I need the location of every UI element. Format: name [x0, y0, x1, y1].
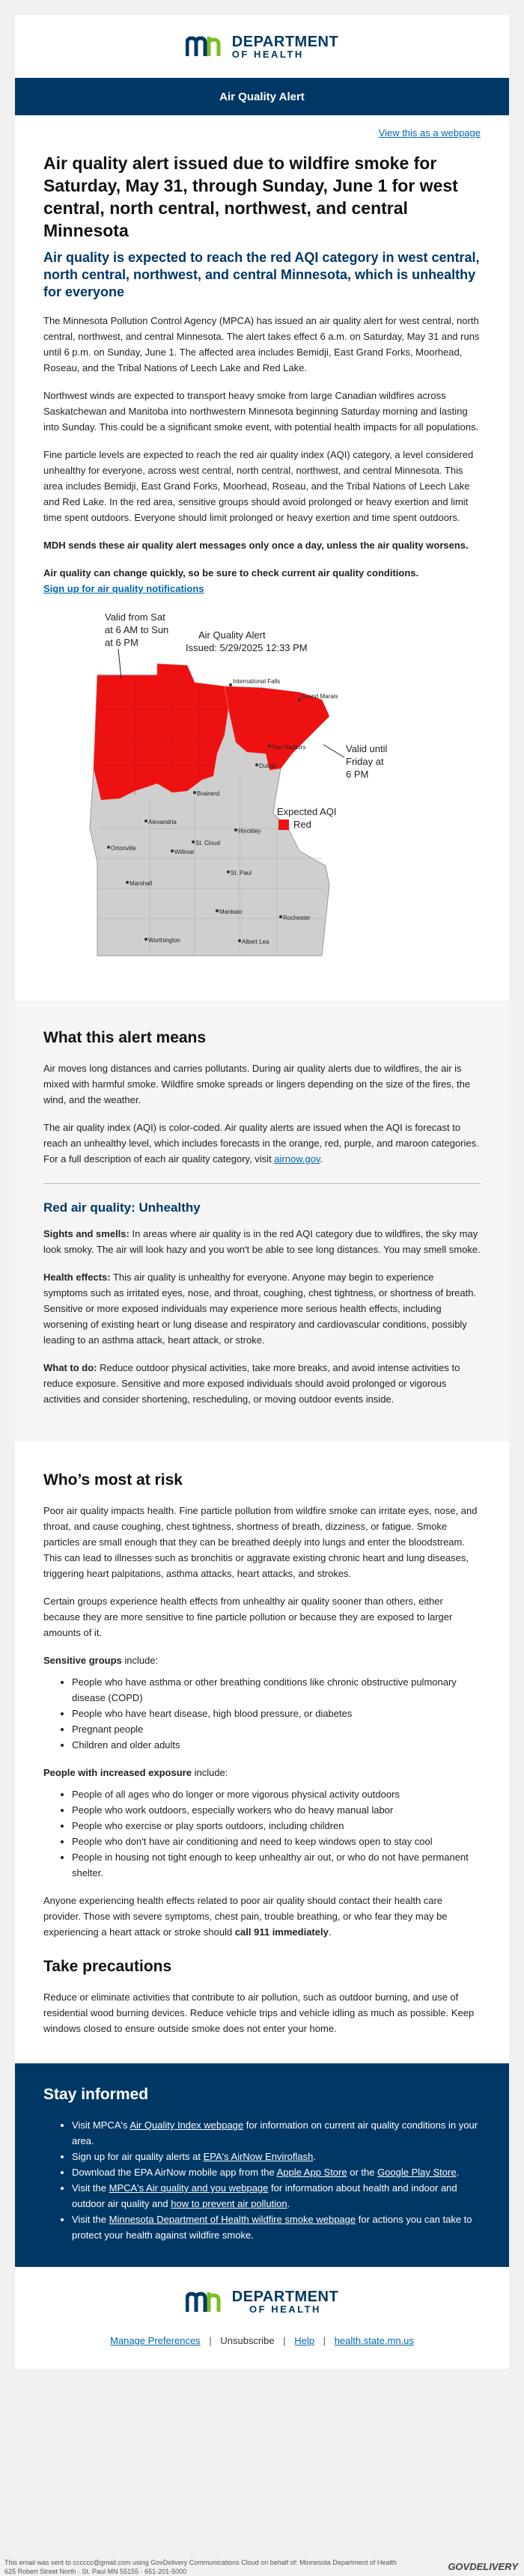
city-label: St. Paul [231, 870, 252, 876]
list-item: • Visit the MPCA's Air quality and you webpage for information about health and indoor and outdoor air quality and how to prevent air pollution. [72, 2180, 481, 2212]
intro-paragraph-2: Northwest winds are expected to transport heavy smoke from large Canadian wildfires across Saskatchewan and Manitoba into northwestern Minnesota beginning Saturday morning and lasting into Sunday. This could be a significant smoke event, with potential health impacts for all populations. [43, 390, 479, 433]
aqi-webpage-link[interactable]: Air Quality Index webpage [130, 2119, 244, 2131]
footer-logo [15, 2289, 509, 2314]
risk-paragraph-3: Anyone experiencing health effects related to poor air quality should contact their health care provider. Those with severe symptoms, chest pain, trouble breathing, or who fear they may be experiencing a heart attack or stroke should [43, 1895, 448, 1938]
govdelivery-logo[interactable]: GOVDELIVERY [448, 2561, 518, 2572]
mdh-logo-icon [186, 2291, 226, 2313]
city-label: Ortonville [111, 845, 136, 852]
intro-paragraph-1: The Minnesota Pollution Control Agency (MPCA) has issued an air quality alert for west central, north central, northwest, and central Minnesota. The alert takes effect 6 a.m. on Saturday, May 31 and runs until 6 p.m. on Sunday, June 1. The affected area includes Bemidji, East Grand Forks, Moorhead, Roseau, and the Tribal Nations of Leech Lake and Red Lake. [43, 315, 480, 373]
health-site-link[interactable]: health.state.mn.us [334, 2335, 414, 2346]
city-label: Mankato [219, 909, 243, 915]
what-alert-means-section [15, 1001, 509, 1441]
valid-until-line2: Friday at [346, 756, 384, 767]
list-item: • People in housing not tight enough to keep unhealthy air out, or who do not have permanent shelter. [72, 1849, 481, 1881]
city-label: Grand Marais [302, 693, 338, 700]
sensitive-suffix: include: [121, 1655, 159, 1666]
valid-until-line3: 6 PM [346, 769, 369, 780]
what-means-title: What this alert means [43, 1029, 207, 1046]
mdh-logo [186, 34, 338, 59]
email-body [15, 15, 509, 2369]
view-webpage-link[interactable]: View this as a webpage [378, 127, 481, 138]
list-item: • People who have asthma or other breathing conditions like chronic obstructive pulmonary disease (COPD) [72, 1674, 481, 1706]
what-means-paragraph-2: The air quality index (AQI) is color-coded. Air quality alerts are issued when the AQI is forecast to reach an unhealthy level, which includes forecasts in the orange, red, purple, and maroon categories. For a full description of each air quality category, visit [43, 1122, 479, 1165]
valid-from-line1: Valid from Sat [105, 611, 165, 623]
list-item: • People who work outdoors, especially workers who do heavy manual labor [72, 1802, 481, 1818]
divider [43, 1183, 481, 1184]
separator: | [283, 2335, 286, 2346]
what-to-do-label: What to do: [43, 1362, 97, 1373]
city-label: Two Harbors [272, 744, 306, 751]
unsubscribe-link[interactable]: Unsubscribe [220, 2335, 275, 2346]
city-label: Marshall [130, 880, 153, 887]
mdh-logo-icon [186, 35, 226, 58]
intro-paragraph-5: Air quality can change quickly, so be sure to check current air quality conditions. [43, 567, 419, 579]
logo-text-line1: DEPARTMENT [231, 2289, 339, 2305]
manage-preferences-link[interactable]: Manage Preferences [110, 2335, 201, 2346]
stay-informed-title: Stay informed [43, 2086, 149, 2103]
health-effects-text: This air quality is unhealthy for everyone. Anyone may begin to experience symptoms such as irritated eyes, nose, and throat, coughing, chest tightness, or shortness of breath. Sensitive or more exposed individuals may experience more serious health effects, including worsening of existing heart or lung disease and respiratory and cardiovascular conditions, possibly leading to an asthma attack, heart attack, or stroke. [43, 1272, 477, 1346]
call-911-text: call 911 immediately [234, 1926, 329, 1938]
email-footer [15, 2267, 509, 2369]
list-item: • People of all ages who do longer or more vigorous physical activity outdoors [72, 1786, 481, 1802]
health-effects-label: Health effects: [43, 1272, 111, 1283]
exposure-suffix: include: [191, 1767, 228, 1778]
legend-red-label: Red [293, 819, 311, 830]
sights-label: Sights and smells: [43, 1228, 130, 1239]
sensitive-groups-list [43, 1674, 481, 1753]
map-title: Air Quality Alert [198, 629, 266, 641]
legend-title: Expected AQI [277, 806, 337, 817]
city-label: Duluth [259, 763, 277, 769]
air-quality-map [75, 604, 449, 978]
enviroflash-link[interactable]: EPA's AirNow Enviroflash [203, 2151, 314, 2162]
logo-text-line1: DEPARTMENT [231, 33, 339, 50]
city-label: Hinckley [238, 828, 261, 834]
red-air-quality-title: Red air quality: Unhealthy [43, 1200, 201, 1215]
punctuation: . [328, 1926, 332, 1938]
sights-text: In areas where air quality is in the red AQI category due to wildfires, the sky may look smoky. The air will look hazy and you won't be able to see long distances. You may smell smoke. [43, 1228, 481, 1255]
govdelivery-sent-to: This email was sent to cccccc@gmail.com using GovDelivery Communications Cloud on behalf of: Minnesota Department of Health [4, 2559, 397, 2566]
precautions-paragraph: Reduce or eliminate activities that contribute to air pollution, such as outdoor burning, and use of residential wood burning devices. Reduce vehicle trips and vehicle idling as much as possible. Keep windows closed to ensure outside smoke does not enter your home. [43, 1991, 475, 2034]
govdelivery-address: 625 Robert Street North · St. Paul MN 55155 · 651-201-5000 [4, 2568, 187, 2575]
intro-paragraph-3: Fine particle levels are expected to reach the red air quality index (AQI) category, a level considered unhealthy for everyone, across west central, north central, northwest, and central Minnesota. This area includes Bemidji, East Grand Forks, Moorhead, Roseau, and the Tribal Nations of Leech Lake and Red Lake. In the red area, sensitive groups should avoid prolonged or heavy exertion and limit time spent outdoors. Everyone should limit prolonged or heavy exertion and time spent outdoors. [43, 449, 474, 523]
logo-text-line2: OF HEALTH [249, 2304, 321, 2315]
legend-red-swatch [278, 820, 289, 830]
city-label: Brainerd [197, 790, 220, 797]
header-logo-area [15, 15, 509, 78]
air-quality-and-you-link[interactable]: MPCA's Air quality and you webpage [109, 2182, 269, 2194]
intro-paragraph-4: MDH sends these air quality alert messages only once a day, unless the air quality worsens. [43, 540, 469, 551]
increased-exposure-list [43, 1786, 481, 1881]
airnow-link[interactable]: airnow.gov [274, 1153, 320, 1165]
what-means-paragraph-1: Air moves long distances and carries pollutants. During air quality alerts due to wildfires, the air is mixed with harmful smoke. Wildfire smoke spreads or lingers depending on the size of the fires, the wind, and the weather. [43, 1063, 471, 1105]
city-label: Alexandria [148, 819, 177, 825]
google-play-store-link[interactable]: Google Play Store [377, 2167, 457, 2178]
list-item: • Pregnant people [72, 1721, 481, 1737]
valid-until-line1: Valid until [346, 743, 388, 754]
help-link[interactable]: Help [294, 2335, 315, 2346]
risk-title: Who’s most at risk [43, 1471, 183, 1489]
list-item: • Children and older adults [72, 1737, 481, 1753]
valid-from-line3: at 6 PM [105, 637, 138, 648]
city-label: St. Cloud [195, 840, 220, 846]
signup-notifications-link[interactable]: Sign up for air quality notifications [43, 583, 204, 594]
alert-banner [15, 78, 509, 115]
precautions-title: Take precautions [43, 1958, 172, 1975]
apple-app-store-link[interactable]: Apple App Store [276, 2167, 347, 2178]
city-label: Rochester [283, 915, 311, 921]
list-item: • People who have heart disease, high blood pressure, or diabetes [72, 1706, 481, 1721]
valid-from-line2: at 6 AM to Sun [105, 624, 169, 635]
govdelivery-footer [0, 2557, 524, 2575]
separator: | [209, 2335, 212, 2346]
what-to-do-text: Reduce outdoor physical activities, take more breaks, and avoid intense activities to reduce exposure. Sensitive and more exposed individuals should avoid prolonged or vigorous activities and consider shortening, rescheduling, or moving outdoor events inside. [43, 1362, 460, 1405]
banner-title: Air Quality Alert [219, 90, 305, 103]
city-label: International Falls [233, 678, 281, 685]
risk-paragraph-1: Poor air quality impacts health. Fine particle pollution from wildfire smoke can irritate eyes, nose, and throat, and cause coughing, chest tightness, shortness of breath, dizziness, or fatigue. Smoke particles are small enough that they can be breathed deeply into lungs and enter the bloodstream. This can lead to illnesses such as bronchitis or aggravate existing chronic heart and lung diseases, triggering heart palpitations, asthma attacks, heart attacks, and strokes. [43, 1505, 478, 1579]
logo-text-line2: OF HEALTH [231, 48, 304, 60]
mdh-wildfire-smoke-link[interactable]: Minnesota Department of Health wildfire smoke webpage [109, 2214, 356, 2225]
city-label: Willmar [174, 849, 195, 855]
risk-paragraph-2: Certain groups experience health effects from unhealthy air quality sooner than others, either because they are more sensitive to fine particle pollution or because they are exposed to larger amounts of it. [43, 1596, 453, 1638]
city-label: Albert Lea [242, 938, 269, 945]
increased-exposure-label: People with increased exposure [43, 1767, 192, 1778]
separator: | [323, 2335, 326, 2346]
punctuation: . [320, 1153, 323, 1165]
list-item: • People who don't have air conditioning and need to keep windows open to stay cool [72, 1834, 481, 1849]
list-item: • Download the EPA AirNow mobile app from the Apple App Store or the Google Play Store. [72, 2164, 481, 2180]
prevent-air-pollution-link[interactable]: how to prevent air pollution [171, 2198, 287, 2209]
list-item: • Visit MPCA's Air Quality Index webpage for information on current air quality conditions in your area. [72, 2117, 481, 2149]
list-item: • Sign up for air quality alerts at EPA's AirNow Enviroflash. [72, 2149, 481, 2164]
list-item: • Visit the Minnesota Department of Health wildfire smoke webpage for actions you can take to protect your health against wildfire smoke. [72, 2212, 481, 2243]
city-label: Worthington [148, 937, 180, 944]
list-item: • People who exercise or play sports outdoors, including children [72, 1818, 481, 1834]
subheadline: Air quality is expected to reach the red AQI category in west central, north central, northwest, and central Minnesota, which is unhealthy for everyone [43, 250, 480, 299]
stay-informed-section [15, 2063, 509, 2267]
map-issued: Issued: 5/29/2025 12:33 PM [186, 642, 308, 653]
sensitive-groups-label: Sensitive groups [43, 1655, 122, 1666]
at-risk-section [15, 1441, 509, 2063]
headline: Air quality alert issued due to wildfire smoke for Saturday, May 31, through Sunday, June 1 for west central, north central, northwest, and central Minnesota [43, 153, 458, 240]
minnesota-map [75, 604, 449, 978]
